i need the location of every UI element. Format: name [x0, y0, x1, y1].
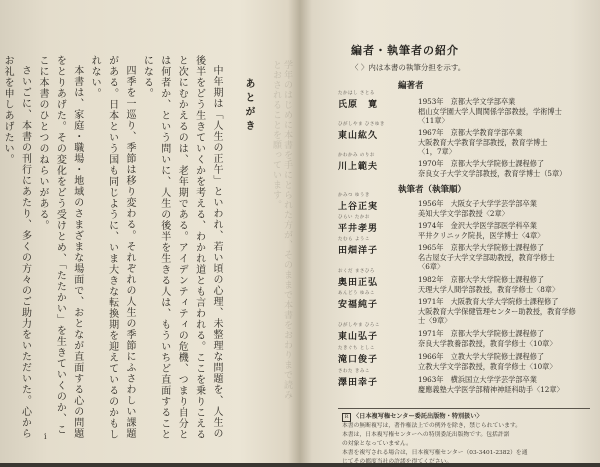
career-line: 1956年 大阪女子大学学芸学部卒業	[418, 199, 537, 208]
career-line: 1971年 大阪教育大学大学院修士課程修了	[418, 297, 559, 306]
copyright-line: じてその都度当社の許諾を得てください。	[342, 459, 453, 465]
career-line: 大阪教育大学保健管理センター助教授，教育学修	[418, 306, 576, 316]
copyright-r-mark: R	[342, 413, 351, 422]
left-page	[0, 0, 298, 463]
career-line: 1963年 横浜国立大学学芸学部卒業	[418, 375, 537, 384]
career-line: 士〈9章〉	[418, 316, 452, 325]
career-line: 1982年 京都大学大学院修士課程修了	[418, 275, 545, 284]
right-page	[302, 0, 600, 463]
name-furigana: かみつ ゆうき	[338, 193, 370, 198]
career-line: 1971年 京都大学大学院修士課程修了	[418, 329, 545, 338]
divider	[338, 408, 590, 409]
name-furigana: たきぐち としこ	[338, 346, 375, 351]
copyright-notice	[342, 412, 587, 467]
copyright-line: 本書は，日本複写権センターへの特別委託出版物です。包括許諾	[342, 432, 510, 438]
career-line: 大阪教育大学教育学部教授，教育学博士	[418, 137, 548, 147]
body-paragraph: さいごに、本書の刊行にあたり、多くの方々のご助力をいただいた。心からお礼を申しあげたい。	[2, 55, 31, 439]
career-line: 1965年 京都大学大学院修士課程修了	[418, 243, 545, 252]
career-line: 名古屋女子大学文学部助教授，教育学修士	[418, 252, 555, 262]
copyright-line: 本書を複写される場合は，日本複写権センター（03-3401-2382）を通	[342, 450, 528, 456]
copyright-heading: 〈日本複写権センター委託出版物・特別扱い〉	[353, 413, 483, 420]
author-entry	[338, 237, 588, 271]
author-entry	[338, 291, 588, 325]
career-line: 1967年 京都大学教育学部卒業	[418, 128, 523, 137]
career-line: 〈11章〉	[418, 116, 449, 125]
career-line: 1953年 京都大学文学部卒業	[418, 97, 516, 106]
career-line: 〈6章〉	[418, 262, 445, 271]
name-furigana: あんどう ゆみこ	[338, 291, 375, 296]
career-line: 1966年 立教大学大学院修士課程修了	[418, 352, 545, 361]
name-furigana: かわかみ のりお	[338, 153, 375, 158]
career-line: 美知大学文学部教授〈2章〉	[418, 208, 509, 218]
copyright-line: 本書の無断複写は，著作権法上での例外を除き，禁じられています。	[342, 423, 522, 429]
name-furigana: ひがしやま ひろこ	[338, 323, 380, 328]
body-paragraph: 本書は、家庭・職場・地域のさまざまな場面で、おとなが直面する心の問題をとりあげた。その変化をどう受けとめ、「たたかい」を生きていくのか、ここに本書のひとつのねらいがある。	[36, 55, 83, 439]
career-line: 立教大学文学部教授，教育学修士〈10章〉	[418, 361, 557, 371]
afterword-body	[2, 55, 225, 440]
career-line: 慶應義塾大学医学部精神神経科助手〈12章〉	[418, 384, 564, 394]
person-name: 東山弘子	[338, 332, 379, 342]
page-title: 編者・執筆者の紹介	[351, 44, 459, 57]
afterword-heading: あとがき	[243, 78, 254, 134]
person-name: 東山紘久	[338, 131, 379, 141]
page-number: i	[44, 432, 47, 441]
body-paragraph: 四季を一巡り、季節は移り変わる。それぞれの人生の季節にふさわしい課題がある。日本という国も同じように、いま大きな転換期を迎えているのかもしれない。	[89, 55, 135, 440]
name-furigana: ひらい たかお	[338, 215, 370, 220]
name-furigana: たかはし さとる	[338, 91, 375, 96]
career-line: 〈1，7章〉	[418, 147, 456, 156]
authors-heading: 執筆者（執筆順）	[398, 185, 467, 195]
author-entry	[338, 369, 588, 403]
name-furigana: さわた きみこ	[338, 369, 370, 374]
career-line: 1970年 京都大学大学院修士課程修了	[418, 159, 545, 168]
name-furigana: たむら ようこ	[338, 237, 370, 242]
person-name: 澤田幸子	[338, 378, 379, 388]
page-note: 〈 〉内は本書の執筆分担を示す。	[351, 63, 466, 72]
person-name: 滝口俊子	[338, 355, 379, 365]
copyright-line: の対象となっていません。	[342, 441, 412, 447]
name-furigana: おくだ まさひろ	[338, 269, 375, 274]
career-line: 奈良女子大学文学部教授，教育学博士（5章）	[418, 168, 567, 178]
person-name: 平井孝男	[338, 224, 379, 234]
person-name: 奥田正弘	[338, 278, 379, 288]
career-line: 奈良大学教養部教授，教育学修士〈10章〉	[418, 338, 557, 348]
person-name: 川上範夫	[338, 162, 379, 172]
person-name: 安福純子	[338, 300, 379, 310]
person-name: 氏原 寛	[338, 100, 379, 110]
person-name: 上谷正実	[338, 202, 379, 212]
editors-heading: 編著者	[398, 81, 424, 91]
name-furigana: ひがしやま ひさゆき	[338, 122, 385, 127]
person-name: 田畑洋子	[338, 246, 379, 256]
body-paragraph: 中年期は「人生の正午」といわれ、若い頃の心理、未整理な問題を、人生の後半をどう生きていくかを考える、わかれ道とも言われる。ここを乗りこえると次にむかえるのは、老年期である。アイデンティティの危機、つまり自分とは何者か、という問いに、人生の後半を生きる人は、もういちど直面することになる。	[141, 55, 222, 440]
career-line: 1974年 金沢大学医学部医学科卒業	[418, 221, 537, 230]
editor-entry	[338, 122, 588, 156]
career-line: 天理大学人間学部教授，教育学修士〈8章〉	[418, 284, 560, 294]
show-through-text: 学年のはじめに本書を手にとられた方が、そのままで本書をおわりまで読みとおされることを願っています。	[271, 60, 292, 400]
career-line: 平井クリニック院長，医学博士〈4章〉	[418, 230, 545, 240]
career-line: 椙山女学園大学人間関係学部教授，学術博士	[418, 106, 562, 116]
